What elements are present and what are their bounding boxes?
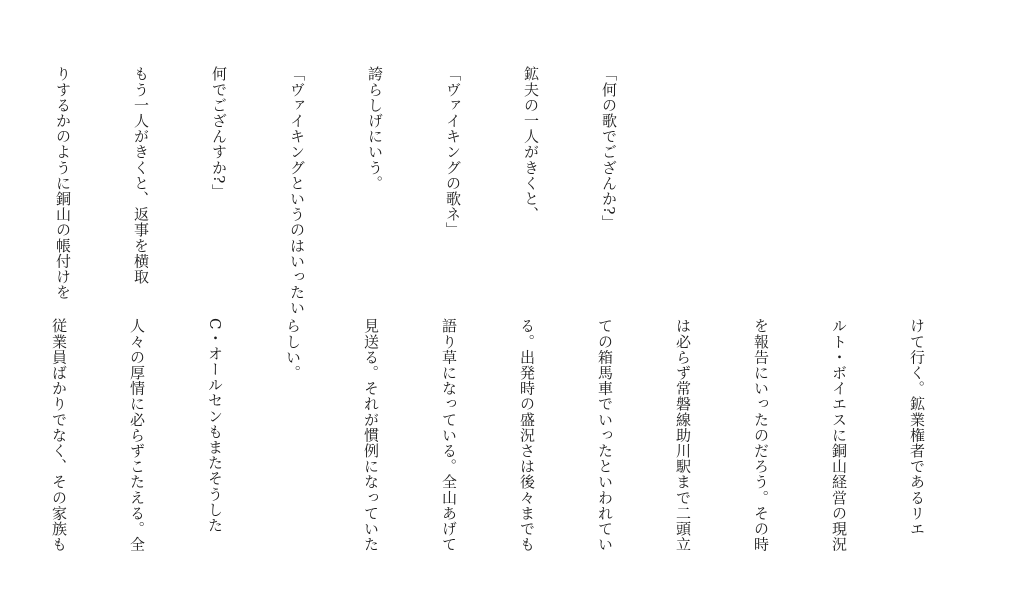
text-line: もう一人がきくと、返事を横取: [132, 66, 150, 285]
text-line: C・オールセンもまたそうした: [206, 318, 224, 533]
text-line: りするかのように銅山の帳付けを: [54, 66, 72, 300]
text-line: 語り草になっている。全山あげて: [440, 318, 458, 552]
text-block-upper: [54, 66, 674, 316]
text-line: を報告にいったのだろう。その時: [752, 318, 770, 552]
text-line: 「ヴァイキングの歌ネ」: [444, 66, 462, 238]
text-line: らしい。: [284, 318, 302, 381]
text-line: る。出発時の盛況さは後々までも: [518, 318, 536, 552]
text-line: 見送る。それが慣例になっていた: [362, 318, 380, 552]
text-line: 「何の歌でござんか?」: [600, 66, 618, 231]
text-line: 「ヴァイキングというのはいったい: [288, 66, 306, 316]
text-line: 人々の厚情に必らずこたえる。全: [128, 318, 146, 552]
text-line: 従業員ばかりでなく、その家族も: [50, 318, 68, 552]
text-line: けて行く。鉱業権者であるリエ: [908, 318, 926, 537]
text-line: ルト・ボイエスに銅山経営の現況: [830, 318, 848, 552]
text-line: 誇らしげにいう。: [366, 66, 384, 191]
text-line: 鉱夫の一人がきくと、: [522, 66, 540, 222]
text-line: は必らず常磐線助川駅まで二頭立: [674, 318, 692, 552]
text-block-lower: [50, 318, 982, 570]
text-line: 何でござんすか?」: [210, 66, 228, 200]
text-line: ての箱馬車でいったといわれてい: [596, 318, 614, 552]
